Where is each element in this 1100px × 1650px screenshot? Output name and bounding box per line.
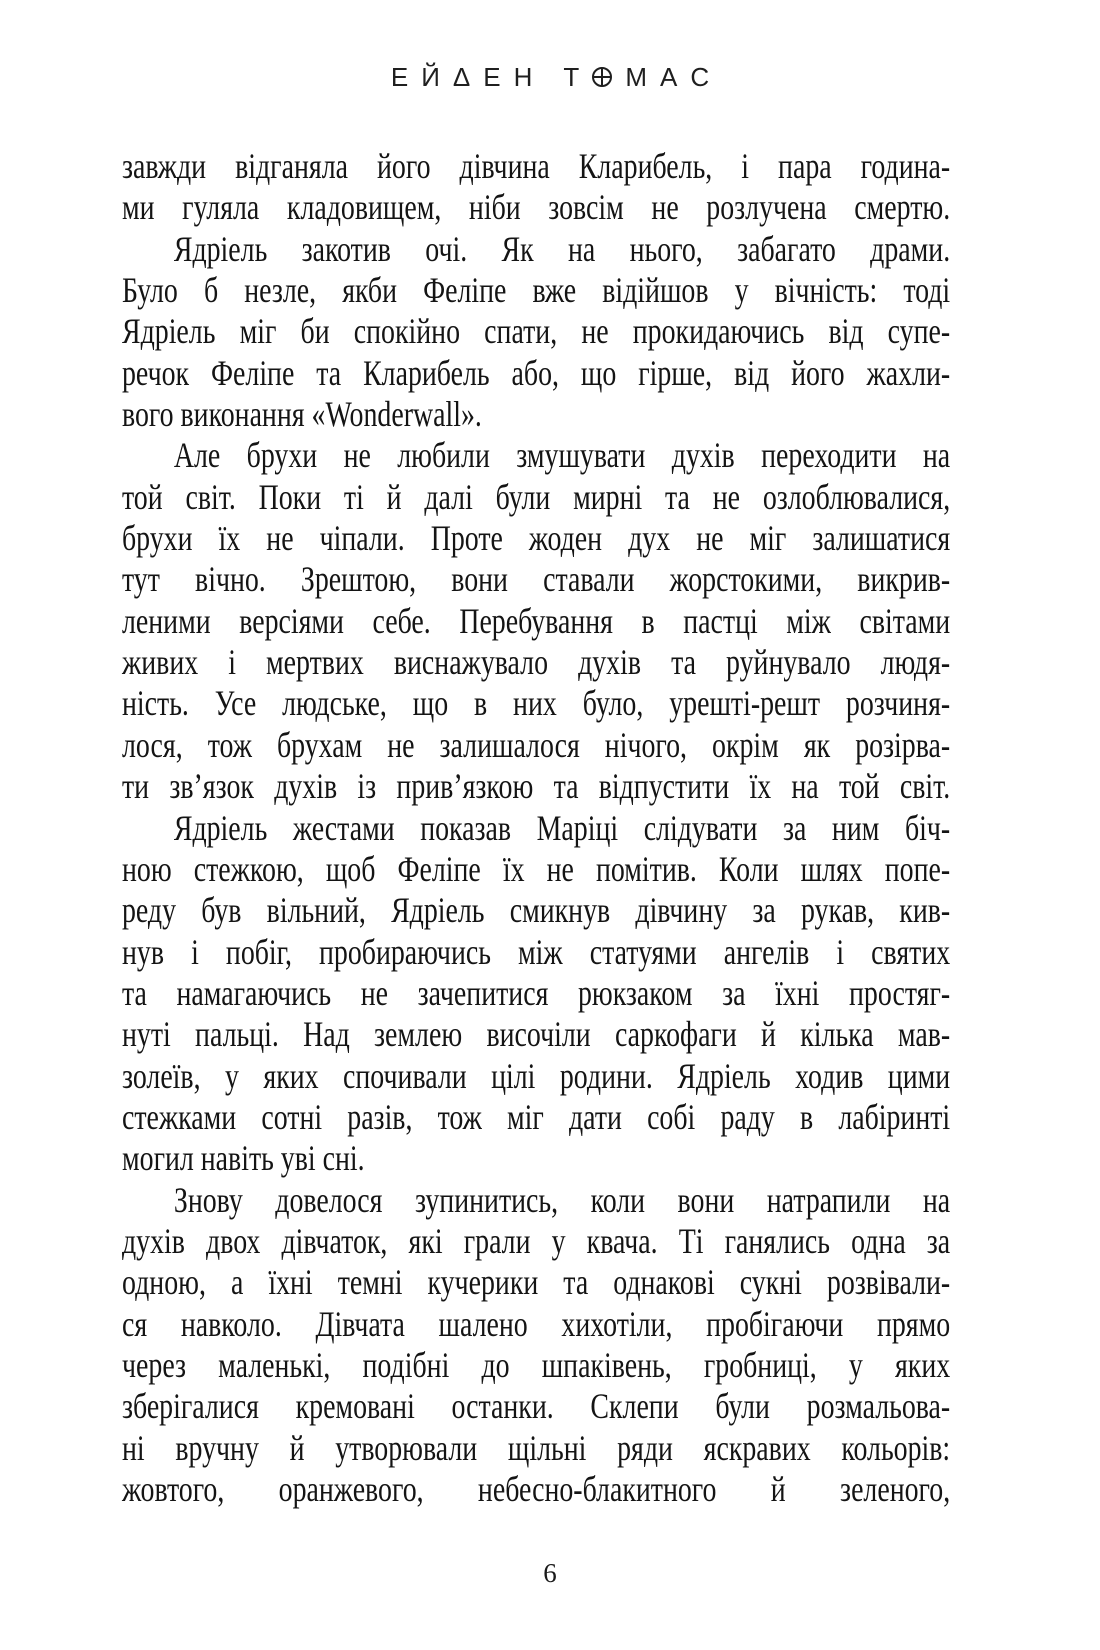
text-line: Але брухи не любили змушувати духів переходити на [173, 435, 951, 476]
text-line: стежками сотні разів, тож міг дати собі раду в лабіринті [122, 1096, 951, 1137]
body-text [122, 146, 950, 1510]
text-line: лося, тож брухам не залишалося нічого, окрім як розірва- [122, 724, 951, 765]
text-line: ся навколо. Дівчата шалено хихотіли, пробігаючи прямо [122, 1303, 951, 1344]
text-line: ність. Усе людське, що в них було, урешті-решт розчиня- [122, 683, 951, 724]
text-line: Ядріель міг би спокійно спати, не прокидаючись від супе- [122, 311, 951, 352]
text-line: духів двох дівчаток, які грали у квача. Ті ганялись одна за [122, 1220, 951, 1261]
text-line: брухи їх не чіпали. Проте жоден дух не міг залишатися [122, 518, 951, 559]
text-line: тут вічно. Зрештою, вони ставали жорстокими, викрив- [122, 559, 951, 600]
text-line: ною стежкою, щоб Феліпе їх не помітив. Коли шлях попе- [122, 848, 951, 889]
text-line: зберігалися кремовані останки. Склепи були розмальова- [122, 1386, 951, 1427]
running-head-char: Й [421, 62, 440, 92]
text-line: речок Феліпе та Кларибель або, що гірше, від його жахли- [122, 352, 951, 393]
text-line: Ядріель закотив очі. Як на нього, забагато драми. [173, 228, 951, 269]
text-line: леними версіями себе. Перебування в пастці між світами [122, 600, 951, 641]
text-line: одною, а їхні темні кучерики та однакові сукні розвівали- [122, 1262, 951, 1303]
text-line: жовтого, оранжевого, небесно-блакитного й зеленого, [122, 1469, 951, 1509]
running-head-char: А [659, 62, 678, 92]
text-line: ні вручну й утворювали щільні ряди яскравих кольорів: [122, 1427, 951, 1468]
text-line: реду був вільний, Ядріель смикнув дівчину за рукав, кив- [122, 890, 951, 931]
running-head-char: Е [390, 62, 409, 92]
text-line: золеїв, у яких спочивали цілі родини. Ядріель ходив цими [122, 1055, 951, 1096]
running-head [0, 60, 1100, 94]
text-line: завжди відганяла його дівчина Кларибель, і пара година- [122, 146, 951, 186]
text-line: нув і побіг, пробираючись між статуями ангелів і святих [122, 931, 951, 972]
text-line: ти зв’язок духів із прив’язкою та відпустити їх на той світ. [122, 766, 951, 807]
page-number: 6 [543, 1558, 557, 1588]
text-line: Було б незле, якби Феліпе вже відійшов у вічність: тоді [122, 270, 951, 311]
running-head-char: Е [483, 62, 501, 92]
text-line: могил навіть уві сні. [122, 1138, 365, 1179]
text-line: та намагаючись не зачепитися рюкзаком за їхні простяг- [122, 972, 951, 1013]
crossed-o-glyph [592, 67, 612, 87]
text-line: нуті пальці. Над землею височіли саркофаги й кілька мав- [122, 1014, 951, 1055]
text-line: живих і мертвих виснажувало духів та руйнувало людя- [122, 642, 951, 683]
text-line: через маленькі, подібні до шпаківень, гробниці, у яких [122, 1344, 951, 1385]
text-line: Знову довелося зупинитись, коли вони натрапили на [173, 1179, 951, 1220]
text-line: вого виконання «Wonderwall». [122, 394, 482, 435]
text-line: той світ. Поки ті й далі були мирні та не озлоблювалися, [122, 476, 951, 517]
text-line: ми гуляла кладовищем, ніби зовсім не розлучена смертю. [122, 187, 951, 228]
running-head-char: М [625, 62, 647, 92]
running-head-char: Н [513, 62, 533, 92]
running-head-char: С [690, 62, 710, 92]
running-head-char: Δ [452, 62, 471, 92]
running-head-char: Т [563, 62, 580, 92]
text-line: Ядріель жестами показав Маріці слідувати за ним біч- [173, 807, 951, 848]
